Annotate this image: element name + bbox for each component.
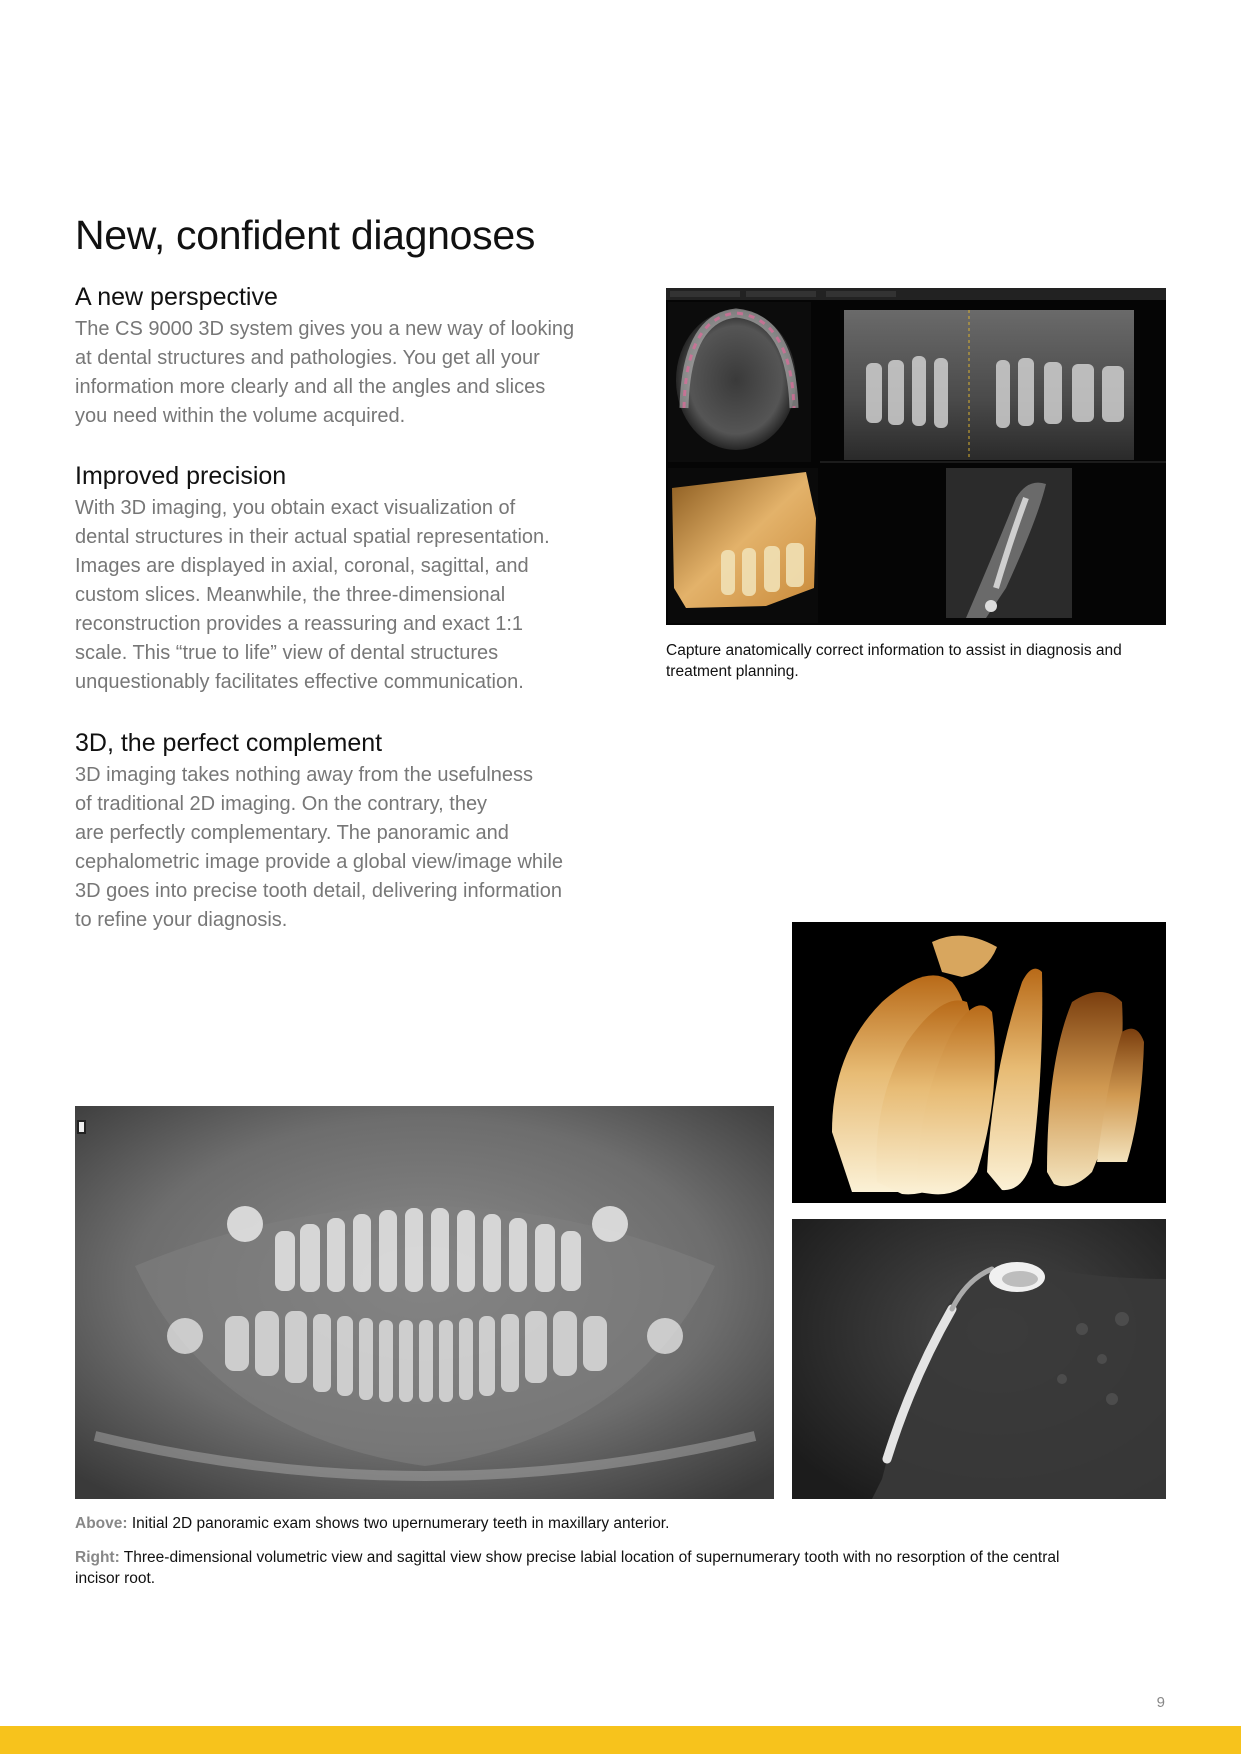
caption-line: Capture anatomically correct information to assist in diagnosis and (666, 642, 1122, 659)
panoramic-xray-image (75, 1106, 774, 1499)
section-paragraph (75, 315, 585, 431)
software-screenshot-graphic (666, 288, 1166, 625)
paragraph-line: cephalometric image provide a global view/image while (75, 851, 564, 873)
section-heading: A new perspective (75, 283, 278, 311)
paragraph-line: scale. This “true to life” view of dental structures (75, 642, 499, 664)
section-heading: 3D, the perfect complement (75, 729, 383, 757)
section-perfect-complement (75, 729, 585, 935)
panoramic-xray-graphic (75, 1106, 774, 1499)
caption-label: Right: (75, 1549, 120, 1566)
above-caption (75, 1513, 1165, 1534)
page-title: New, confident diagnoses (75, 212, 536, 258)
page-number: 9 (1156, 1694, 1165, 1711)
caption-label: Above: (75, 1515, 128, 1532)
paragraph-line: unquestionably facilitates effective communication. (75, 671, 524, 693)
paragraph-line: Images are displayed in axial, coronal, sagittal, and (75, 555, 529, 577)
section-new-perspective (75, 283, 585, 431)
sagittal-view-graphic (792, 1219, 1166, 1499)
caption-line: treatment planning. (666, 663, 799, 680)
section-heading: Improved precision (75, 462, 287, 490)
caption-text: Three-dimensional volumetric view and sagittal view show precise labial location of supernumerary tooth with no resorption of the central (123, 1549, 1060, 1566)
paragraph-line: With 3D imaging, you obtain exact visualization of (75, 497, 516, 519)
section-improved-precision (75, 462, 585, 697)
paragraph-line: The CS 9000 3D system gives you a new way of looking (75, 318, 575, 340)
caption-text: incisor root. (75, 1570, 156, 1587)
volumetric-3d-graphic (792, 922, 1166, 1203)
paragraph-line: information more clearly and all the angles and slices (75, 376, 546, 398)
software-screenshot-image (666, 288, 1166, 625)
section-paragraph (75, 494, 585, 697)
paragraph-line: at dental structures and pathologies. You get all your (75, 347, 540, 369)
paragraph-line: 3D goes into precise tooth detail, delivering information (75, 880, 562, 902)
software-image-caption (666, 640, 1166, 682)
paragraph-line: you need within the volume acquired. (75, 405, 406, 427)
right-caption (75, 1547, 1175, 1589)
volumetric-3d-image (792, 922, 1166, 1203)
caption-text: Initial 2D panoramic exam shows two upernumerary teeth in maxillary anterior. (131, 1515, 670, 1532)
paragraph-line: are perfectly complementary. The panoramic and (75, 822, 509, 844)
paragraph-line: dental structures in their actual spatial representation. (75, 526, 550, 548)
paragraph-line: reconstruction provides a reassuring and exact 1:1 (75, 613, 524, 635)
paragraph-line: custom slices. Meanwhile, the three-dimensional (75, 584, 506, 606)
paragraph-line: of traditional 2D imaging. On the contrary, they (75, 793, 488, 815)
paragraph-line: to refine your diagnosis. (75, 909, 288, 931)
section-paragraph (75, 761, 585, 935)
paragraph-line: 3D imaging takes nothing away from the usefulness (75, 764, 534, 786)
accent-bar (0, 1726, 1241, 1754)
sagittal-view-image (792, 1219, 1166, 1499)
